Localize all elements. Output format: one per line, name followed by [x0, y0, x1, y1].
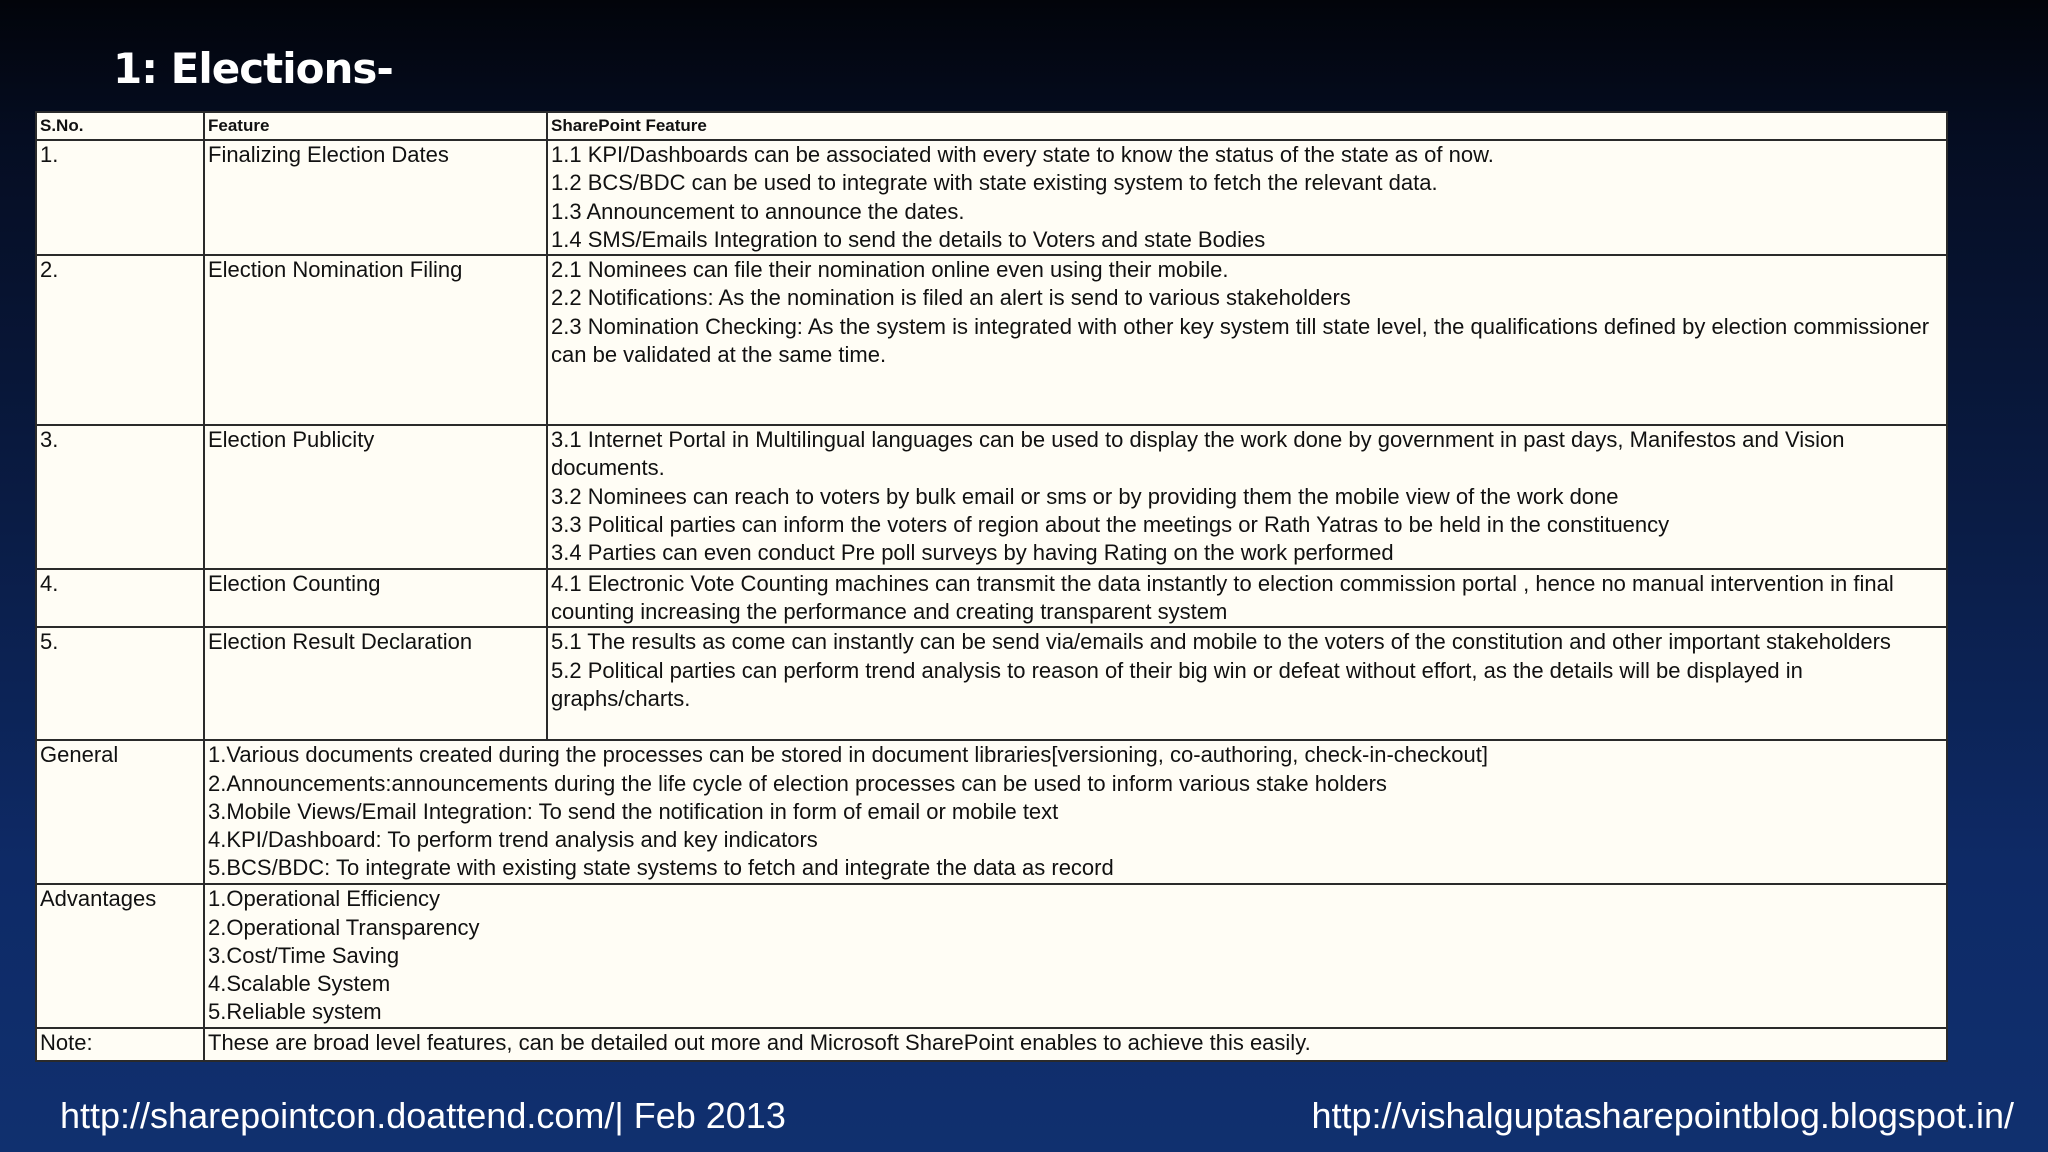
general-line: 2.Announcements:announcements during the life cycle of election processes can be used to inform various stake holders [208, 770, 1387, 796]
feature-line: 2.1 Nominees can file their nomination online even using their mobile. [551, 257, 1229, 283]
general-content [204, 740, 1947, 884]
table-row [36, 425, 1947, 568]
note-row [36, 1028, 1947, 1061]
feature-line: 1.4 SMS/Emails Integration to send the details to Voters and state Bodies [551, 226, 1266, 252]
row-feature: Election Result Declaration [204, 627, 547, 740]
note-label: Note: [36, 1028, 204, 1061]
feature-line: 2.2 Notifications: As the nomination is filed an alert is send to various stakeholders [551, 285, 1351, 311]
row-feature: Election Counting [204, 569, 547, 628]
feature-line: 4.1 Electronic Vote Counting machines can transmit the data instantly to election commission portal , hence no manual intervention in final counting increasing the performance and creating transparent system [551, 570, 1894, 624]
feature-line: 3.1 Internet Portal in Multilingual languages can be used to display the work done by government in past days, Manifestos and Vision documents. [551, 427, 1845, 481]
general-line: 5.BCS/BDC: To integrate with existing state systems to fetch and integrate the data as record [208, 855, 1114, 881]
row-sno: 5. [36, 627, 204, 740]
row-feature: Finalizing Election Dates [204, 140, 547, 255]
advantage-line: 4.Scalable System [208, 971, 391, 997]
feature-line: 5.2 Political parties can perform trend analysis to reason of their big win or defeat without effort, as the details will be displayed in graphs/charts. [551, 657, 1803, 711]
general-line: 3.Mobile Views/Email Integration: To send the notification in form of email or mobile text [208, 798, 1059, 824]
general-line: 4.KPI/Dashboard: To perform trend analysis and key indicators [208, 827, 818, 853]
feature-line: 1.3 Announcement to announce the dates. [551, 198, 965, 224]
general-row [36, 740, 1947, 884]
header-feature: Feature [204, 112, 547, 140]
table-row [36, 627, 1947, 740]
feature-line: 1.1 KPI/Dashboards can be associated with every state to know the status of the state as of now. [551, 142, 1494, 167]
table-row [36, 569, 1947, 628]
table-row [36, 140, 1947, 255]
advantage-line: 1.Operational Efficiency [208, 886, 440, 912]
advantages-label: Advantages [36, 884, 204, 1027]
header-sno: S.No. [36, 112, 204, 140]
general-line: 1.Various documents created during the processes can be stored in document libraries[versioning, co-authoring, check-in-checkout] [208, 742, 1488, 768]
row-sharepoint-feature [547, 569, 1947, 628]
features-table [35, 111, 1948, 1062]
row-sharepoint-feature [547, 627, 1947, 740]
table-row [36, 255, 1947, 425]
advantage-line: 2.Operational Transparency [208, 914, 480, 940]
slide-title: 1: Elections- [113, 44, 393, 93]
row-sharepoint-feature [547, 255, 1947, 425]
row-feature: Election Publicity [204, 425, 547, 568]
general-label: General [36, 740, 204, 884]
row-sno: 1. [36, 140, 204, 255]
footer-right-url: http://vishalguptasharepointblog.blogspot.in/ [1311, 1095, 2014, 1136]
row-sno: 4. [36, 569, 204, 628]
row-feature: Election Nomination Filing [204, 255, 547, 425]
advantage-line: 3.Cost/Time Saving [208, 942, 400, 968]
feature-line: 3.3 Political parties can inform the voters of region about the meetings or Rath Yatras to be held in the constituency [551, 512, 1670, 538]
advantages-content [204, 884, 1947, 1027]
footer-left-url: http://sharepointcon.doattend.com/| Feb 2013 [60, 1095, 786, 1136]
row-sharepoint-feature [547, 425, 1947, 568]
feature-line: 1.2 BCS/BDC can be used to integrate with state existing system to fetch the relevant data. [551, 170, 1438, 196]
row-sno: 2. [36, 255, 204, 425]
table-header-row [36, 112, 1947, 140]
feature-line: 5.1 The results as come can instantly can be send via/emails and mobile to the voters of the constitution and other important stakeholders [551, 629, 1891, 655]
advantage-line: 5.Reliable system [208, 999, 382, 1025]
row-sno: 3. [36, 425, 204, 568]
feature-line: 3.2 Nominees can reach to voters by bulk email or sms or by providing them the mobile view of the work done [551, 483, 1619, 509]
feature-line: 2.3 Nomination Checking: As the system is integrated with other key system till state level, the qualifications defined by election commissioner can be validated at the same time. [551, 313, 1930, 368]
note-content: These are broad level features, can be detailed out more and Microsoft SharePoint enables to achieve this easily. [204, 1028, 1947, 1061]
row-sharepoint-feature [547, 140, 1947, 255]
feature-line: 3.4 Parties can even conduct Pre poll surveys by having Rating on the work performed [551, 540, 1394, 566]
header-sharepoint-feature: SharePoint Feature [547, 112, 1947, 140]
advantages-row [36, 884, 1947, 1027]
